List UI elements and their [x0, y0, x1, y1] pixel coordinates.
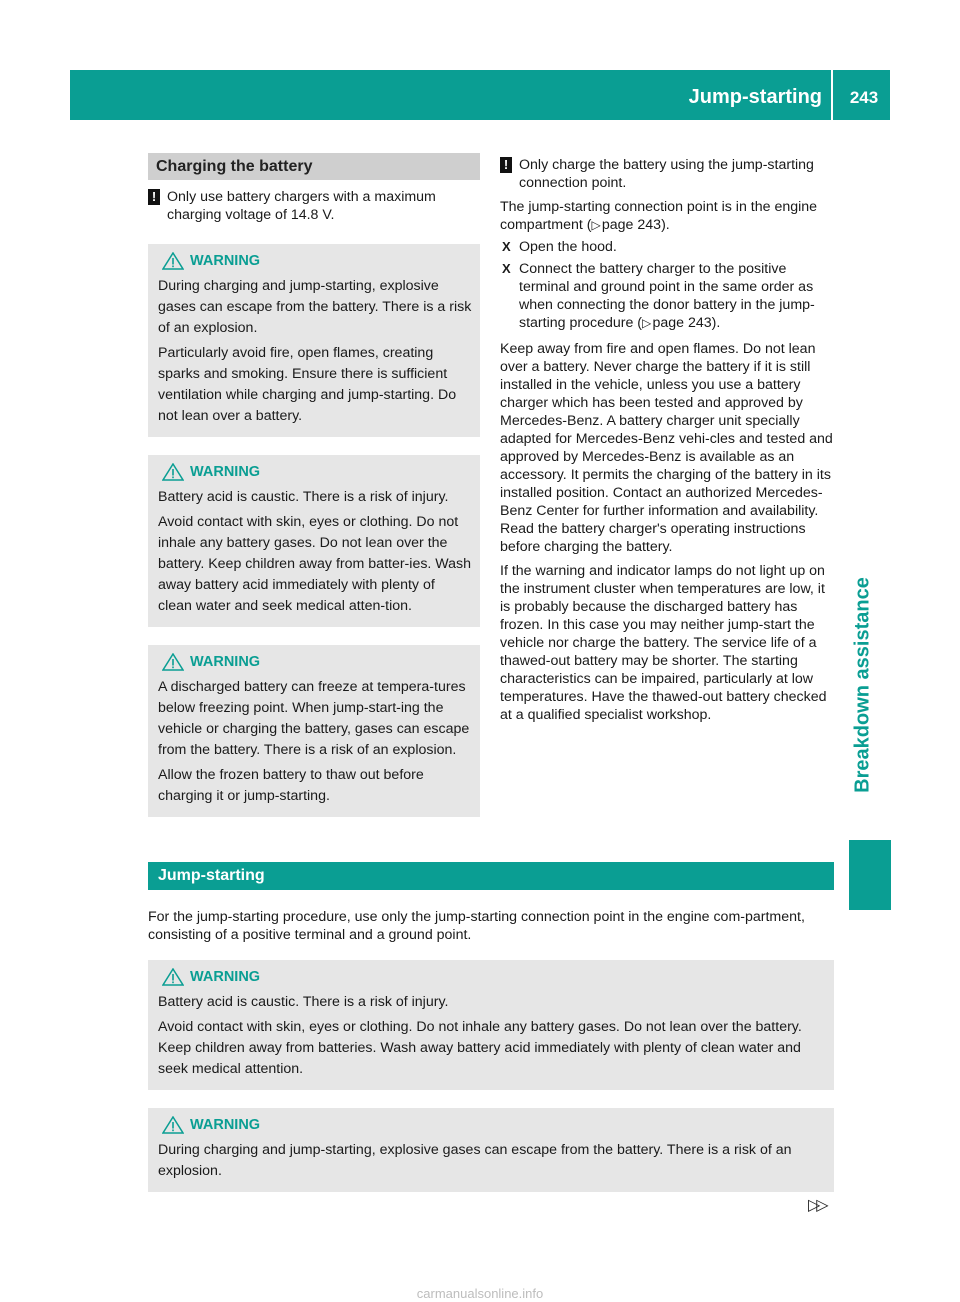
- body-paragraph: If the warning and indicator lamps do not light up on the instrument cluster when temperatures are low, it is probably because the discharged battery has frozen. In this case you may neither jump-start the vehicle nor charge the battery. The service life of a thawed-out battery may be shorter. The starting characteristics can be impaired, particularly at low temperatures. Have the thawed-out battery checked at a qualified specialist workshop.: [500, 563, 827, 723]
- step-marker-icon: X: [502, 261, 511, 276]
- exclamation-icon: !: [500, 157, 512, 173]
- note-text: Only use battery chargers with a maximum charging voltage of 14.8 V.: [167, 189, 436, 223]
- left-column: [148, 153, 480, 817]
- jump-starting-section: [148, 862, 834, 1192]
- body-paragraph: For the jump-starting procedure, use only the jump-starting connection point in the engine com-partment, consisting of a positive terminal and a ground point.: [148, 909, 805, 943]
- warning-box: [148, 645, 480, 817]
- warning-text: During charging and jump-starting, explosive gases can escape from the battery. There is a risk of an explosion.: [158, 278, 472, 336]
- right-column: [500, 153, 834, 724]
- warning-text: Allow the frozen battery to thaw out before charging it or jump-starting.: [158, 767, 424, 804]
- warning-triangle-icon: [162, 968, 184, 986]
- warning-triangle-icon: [162, 653, 184, 671]
- warning-triangle-icon: [162, 252, 184, 270]
- warning-triangle-icon: [162, 1116, 184, 1134]
- step-marker-icon: X: [502, 239, 511, 254]
- header-divider: [831, 70, 833, 120]
- body-paragraph: Keep away from fire and open flames. Do not lean over a battery. Never charge the battery if it is still installed in the vehicle, unless you use a battery charger which has been tested and approved by Mercedes-Benz. A battery charger unit specially adapted for Mercedes-Benz vehi-cles and tested and approved by Mercedes-Benz is available as an accessory. It permits the charging of the battery in its installed position. Contact an authorized Mercedes-Benz Center for further information and availability. Read the battery charger's operating instructions before charging the battery.: [500, 341, 833, 555]
- warning-triangle-icon: [162, 463, 184, 481]
- warning-heading: [158, 964, 826, 990]
- warning-text: Avoid contact with skin, eyes or clothing. Do not inhale any battery gases. Do not lean over the battery. Keep children away from batteries. Wash away battery acid immediately with plenty of clean water and seek medical attention.: [158, 1019, 802, 1077]
- paragraph-text: The jump-starting connection point is in the engine compartment (: [500, 199, 818, 233]
- warning-text: Avoid contact with skin, eyes or clothing. Do not inhale any battery gases. Do not lean over the battery. Keep children away from batter-ies. Wash away battery acid immediately with plenty of clean water and seek medical atten-tion.: [158, 514, 472, 614]
- section-heading-jump-starting: Jump-starting: [148, 862, 834, 890]
- step-text: Connect the battery charger to the positive terminal and ground point in the same order as when connecting the donor battery in the jump-starting procedure (: [519, 261, 815, 331]
- list-item: [500, 238, 834, 256]
- page-number: 243: [849, 88, 879, 107]
- paragraph-text: ).: [661, 217, 670, 233]
- note-text: Only charge the battery using the jump-starting connection point.: [519, 157, 814, 191]
- warning-heading: [158, 248, 472, 274]
- warning-label: WARNING: [190, 1117, 261, 1133]
- warning-label: WARNING: [190, 464, 261, 480]
- body-paragraph: [500, 198, 834, 234]
- xref-arrow-icon: ▷: [642, 316, 652, 330]
- page-reference-link[interactable]: page 243: [601, 217, 662, 233]
- section-heading-charging: Charging the battery: [148, 153, 480, 180]
- warning-heading: [158, 459, 472, 485]
- page-reference-link[interactable]: page 243: [652, 315, 712, 331]
- warning-label: WARNING: [190, 253, 261, 269]
- warning-box: [148, 244, 480, 437]
- warning-box: [148, 1108, 834, 1192]
- step-text: Open the hood.: [519, 239, 617, 255]
- note-block: [148, 188, 480, 224]
- continue-arrow-icon: ▷▷: [808, 1197, 825, 1214]
- warning-label: WARNING: [190, 654, 261, 670]
- section-title: Jump-starting: [688, 86, 822, 108]
- warning-text: Battery acid is caustic. There is a risk of injury.: [158, 994, 449, 1010]
- warning-text: During charging and jump-starting, explosive gases can escape from the battery. There is a risk of an explosion.: [158, 1142, 792, 1179]
- exclamation-icon: !: [148, 189, 160, 205]
- warning-text: A discharged battery can freeze at tempera-tures below freezing point. When jump-start-ing the vehicle or charging the battery, gases can escape from the battery. There is a risk of an explosion.: [158, 679, 470, 758]
- list-item: [500, 260, 834, 332]
- warning-heading: [158, 649, 472, 675]
- warning-box: [148, 960, 834, 1090]
- xref-arrow-icon: ▷: [591, 218, 601, 232]
- side-tab-label: Breakdown assistance: [851, 577, 874, 793]
- warning-heading: [158, 1112, 826, 1138]
- warning-label: WARNING: [190, 969, 261, 985]
- warning-text: Particularly avoid fire, open flames, creating sparks and smoking. Ensure there is sufficient ventilation while charging and jump-starting. Do not lean over a battery.: [158, 345, 457, 424]
- side-tab: [849, 540, 877, 830]
- side-tab-marker: [849, 840, 891, 910]
- note-block: [500, 156, 834, 192]
- watermark: carmanualsonline.info: [416, 1286, 544, 1301]
- warning-box: [148, 455, 480, 627]
- step-text: ).: [711, 315, 721, 331]
- warning-text: Battery acid is caustic. There is a risk of injury.: [158, 489, 449, 505]
